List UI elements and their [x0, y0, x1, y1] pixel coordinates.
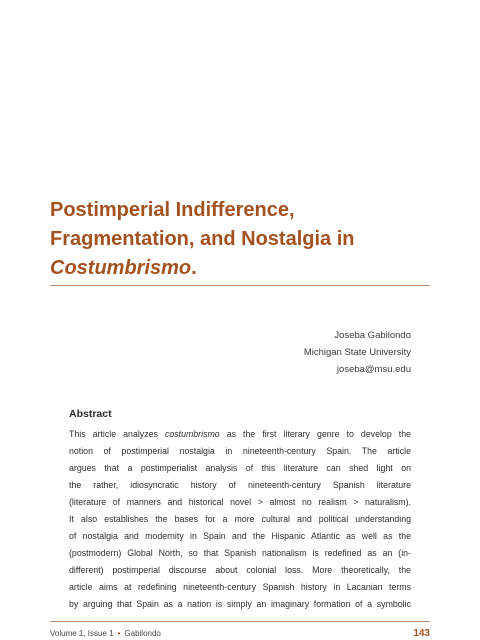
footer-volume: Volume 1, Issue 1	[50, 629, 114, 638]
abstract-line	[69, 426, 411, 443]
abstract-text: the rather, idiosyncratic history of nineteenth-century Spanish literature	[69, 480, 411, 490]
abstract-line	[69, 545, 411, 562]
abstract-line	[69, 477, 411, 494]
abstract-line	[69, 511, 411, 528]
abstract-line	[69, 596, 411, 613]
abstract-italic-term: costumbrismo	[164, 429, 220, 439]
page-footer	[50, 628, 430, 640]
abstract-line	[69, 528, 411, 545]
author-block	[304, 327, 411, 378]
abstract-heading: Abstract	[69, 408, 112, 420]
title-line-1: Postimperial Indifference,	[50, 199, 295, 221]
abstract-line	[69, 562, 411, 579]
article-title	[50, 196, 440, 283]
title-divider	[50, 285, 430, 286]
footer-running-head	[50, 628, 161, 640]
title-italic-term: Costumbrismo	[50, 257, 192, 279]
abstract-line	[69, 494, 411, 511]
abstract-text: article aims at redefining nineteenth-century Spanish history in Lacanian terms	[69, 582, 411, 592]
abstract-text: It also establishes the bases for a more cultural and political understanding	[69, 514, 411, 524]
abstract-text: of nostalgia and modernity in Spain and the Hispanic Atlantic as well as the	[69, 531, 411, 541]
footer-bullet-icon: •	[117, 629, 121, 638]
abstract-line	[69, 460, 411, 477]
abstract-text: argues that a postimperialist analysis of this literature can shed light on	[69, 463, 411, 473]
author-email[interactable]: joseba@msu.edu	[336, 364, 411, 375]
abstract-text: different) postimperial discourse about colonial loss. More theoretically, the	[69, 565, 411, 575]
abstract-text: (literature of manners and historical novel > almost no realism > naturalism).	[69, 497, 411, 507]
author-name: Joseba Gabilondo	[334, 330, 411, 341]
abstract-text: This article analyzes	[69, 429, 165, 439]
abstract-text: (postmodern) Global North, so that Spanish nationalism is redefined as an (in-	[69, 548, 411, 558]
title-line-3	[50, 254, 440, 283]
page-number: 143	[413, 628, 430, 639]
abstract-text: notion of postimperial nostalgia in nineteenth-century Spain. The article	[69, 446, 411, 456]
author-affiliation: Michigan State University	[303, 347, 411, 358]
abstract-line	[69, 443, 411, 460]
abstract-body	[69, 426, 411, 613]
title-period: .	[191, 257, 197, 279]
abstract-text: by arguing that Spain as a nation is simply an imaginary formation of a symbolic	[69, 599, 411, 609]
title-line-2: Fragmentation, and Nostalgia in	[50, 228, 355, 250]
abstract-line	[69, 579, 411, 596]
footer-divider	[50, 621, 430, 622]
abstract-text: as the first literary genre to develop the	[219, 429, 411, 439]
footer-author: Gabilondo	[124, 629, 161, 638]
